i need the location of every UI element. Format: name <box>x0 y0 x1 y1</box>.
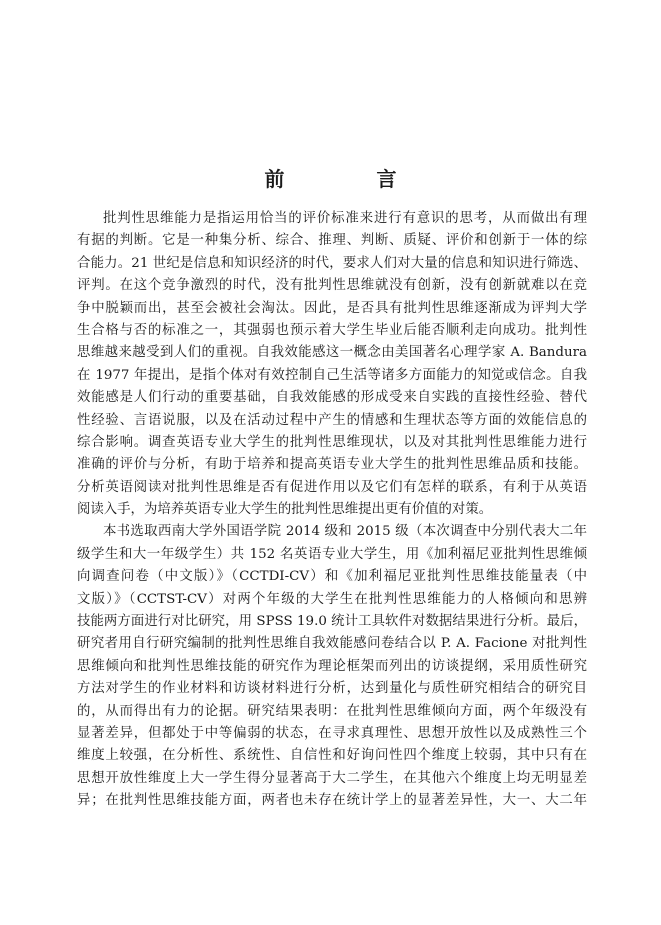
text-line: 异；在批判性思维技能方面，两者也未存在统计学上的显著差异性，大一、大二年 <box>77 793 587 809</box>
body-text <box>77 208 587 813</box>
text-line: 方法对学生的作业材料和访谈材料进行分析，达到量化与质性研究相结合的研究目 <box>77 681 587 697</box>
text-line: 争中脱颖而出，甚至会被社会淘汰。因此，是否具有批判性思维逐渐成为评判大学 <box>77 300 587 316</box>
text-line: 研究者用自行研究编制的批判性思维自我效能感问卷结合以 P. A. Facione 对批判性 <box>77 636 587 652</box>
text-line: 级学生和大一年级学生）共 152 名英语专业大学生，用《加利福尼亚批判性思维倾 <box>77 546 587 562</box>
text-line: 本书选取西南大学外国语学院 2014 级和 2015 级（本次调查中分别代表大二年 <box>103 524 587 540</box>
text-line: 显著差异，但都处于中等偏弱的状态，在寻求真理性、思想开放性以及成熟性三个 <box>77 725 587 741</box>
page-title: 前 言 <box>264 167 433 191</box>
text-line: 生合格与否的标准之一，其强弱也预示着大学生毕业后能否顺利走向成功。批判性 <box>77 322 587 338</box>
text-line: 批判性思维能力是指运用恰当的评价标准来进行有意识的思考，从而做出有理 <box>103 211 587 226</box>
text-line: 在 1977 年提出，是指个体对有效控制自己生活等诸多方面能力的知觉或信念。自我 <box>77 367 587 383</box>
text-line: 文版）》（CCTST-CV）对两个年级的大学生在批判性思维能力的人格倾向和思辨 <box>77 591 587 607</box>
text-line: 向调查问卷（中文版）》（CCTDI-CV）和《加利福尼亚批判性思维技能量表（中 <box>77 569 587 585</box>
text-line: 思维倾向和批判性思维技能的研究作为理论框架而列出的访谈提纲，采用质性研究 <box>77 658 587 674</box>
text-line: 有据的判断。它是一种集分析、综合、推理、判断、质疑、评价和创新于一体的综 <box>77 233 587 249</box>
text-line: 综合影响。调查英语专业大学生的批判性思维现状，以及对其批判性思维能力进行 <box>77 434 587 450</box>
text-line: 分析英语阅读对批判性思维是否有促进作用以及它们有怎样的联系，有利于从英语 <box>77 479 587 495</box>
text-line: 思想开放性维度上大一学生得分显著高于大二学生，在其他六个维度上均无明显差 <box>77 770 587 786</box>
text-line: 的，从而得出有力的论据。研究结果表明：在批判性思维倾向方面，两个年级没有 <box>77 703 587 719</box>
text-line: 阅读入手，为培养英语专业大学生的批判性思维提出更有价值的对策。 <box>77 502 493 518</box>
text-line: 准确的评价与分析，有助于培养和提高英语专业大学生的批判性思维品质和技能。 <box>77 457 587 473</box>
text-line: 维度上较强，在分析性、系统性、自信性和好询问性四个维度上较弱，其中只有在 <box>77 748 587 764</box>
text-line: 性经验、言语说服，以及在活动过程中产生的情感和生理状态等方面的效能信息的 <box>77 412 587 428</box>
text-line: 技能两方面进行对比研究，用 SPSS 19.0 统计工具软件对数据结果进行分析。最后， <box>77 614 587 630</box>
paragraph <box>77 521 587 812</box>
text-line: 评判。在这个竞争激烈的时代，没有批判性思维就没有创新，没有创新就难以在竞 <box>77 278 587 294</box>
text-line: 效能感是人们行动的重要基础，自我效能感的形成受来自实践的直接性经验、替代 <box>77 390 587 406</box>
paragraph <box>77 208 587 521</box>
text-line: 思维越来越受到人们的重视。自我效能感这一概念由美国著名心理学家 A. Bandura <box>77 345 587 361</box>
text-line: 合能力。21 世纪是信息和知识经济的时代，要求人们对大量的信息和知识进行筛选、 <box>77 255 587 271</box>
